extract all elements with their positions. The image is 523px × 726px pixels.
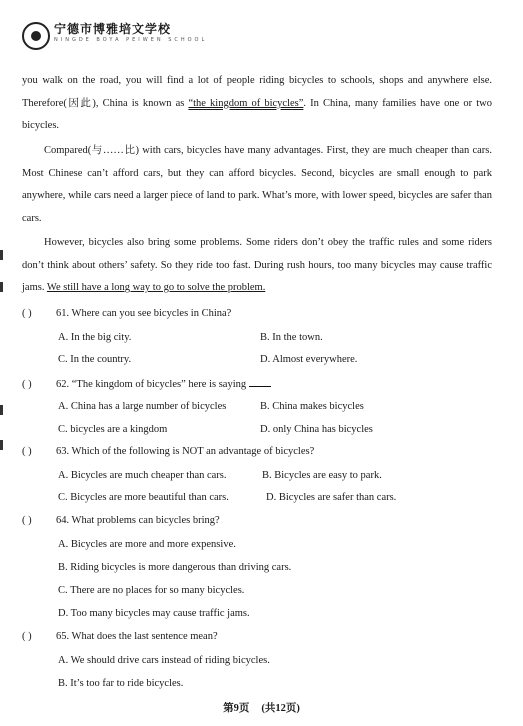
p1-kingdom-phrase: “the kingdom of bicycles” bbox=[188, 97, 304, 109]
option-a[interactable]: A. Bicycles are more and more expensive. bbox=[58, 539, 236, 550]
page-total: (共12页) bbox=[261, 703, 300, 714]
option-c[interactable]: C. There are no places for so many bicycles. bbox=[58, 585, 245, 596]
answer-blank[interactable]: ( ) bbox=[22, 446, 32, 457]
option-b[interactable]: B. Bicycles are easy to park. bbox=[262, 470, 382, 481]
binding-mark bbox=[0, 282, 3, 292]
option-a[interactable]: A. Bicycles are much cheaper than cars. bbox=[58, 470, 227, 481]
question-text: 65. What does the last sentence mean? bbox=[56, 631, 218, 642]
question-text: 63. Which of the following is NOT an advantage of bicycles? bbox=[56, 446, 315, 457]
option-d[interactable]: D. Almost everywhere. bbox=[260, 354, 358, 365]
school-logo-icon bbox=[22, 22, 50, 50]
binding-mark bbox=[0, 405, 3, 415]
passage-paragraph-3 bbox=[22, 232, 492, 300]
question-61 bbox=[22, 307, 502, 321]
passage-paragraph-1 bbox=[22, 70, 492, 138]
question-63 bbox=[22, 445, 502, 459]
page-number: 第9页 bbox=[223, 703, 250, 714]
question-text: 62. “The kingdom of bicycles” here is saying bbox=[56, 379, 247, 390]
question-text: 61. Where can you see bicycles in China? bbox=[56, 308, 232, 319]
question-65 bbox=[22, 630, 502, 644]
answer-blank[interactable]: ( ) bbox=[22, 515, 32, 526]
question-64 bbox=[22, 514, 502, 528]
option-c[interactable]: C. bicycles are a kingdom bbox=[58, 424, 168, 435]
answer-blank[interactable]: ( ) bbox=[22, 379, 32, 390]
option-a[interactable]: A. In the big city. bbox=[58, 332, 132, 343]
binding-mark bbox=[0, 440, 3, 450]
option-d[interactable]: D. only China has bicycles bbox=[260, 424, 373, 435]
binding-mark bbox=[0, 250, 3, 260]
option-d[interactable]: D. Too many bicycles may cause traffic jams. bbox=[58, 608, 250, 619]
option-d[interactable]: D. Bicycles are safer than cars. bbox=[266, 492, 397, 503]
school-name: 宁德市博雅培文学校 bbox=[54, 22, 172, 36]
option-c[interactable]: C. In the country. bbox=[58, 354, 132, 365]
school-title-block bbox=[54, 22, 207, 44]
question-text: 64. What problems can bicycles bring? bbox=[56, 515, 220, 526]
passage-paragraph-2: Compared(与……比) with cars, bicycles have many advantages. First, they are much cheaper than cars. Most Chinese can’t afford cars, but they can afford bicycles. Second, bicycles are small enough to park anywhere, while cars need a larger piece of land to park. What’s more, with lower speed, bicycles are safer than cars. bbox=[22, 145, 492, 224]
school-header bbox=[22, 22, 207, 54]
page-footer bbox=[0, 700, 523, 715]
p3-underlined-sentence: We still have a long way to go to solve the problem. bbox=[46, 282, 266, 293]
option-b[interactable]: B. Riding bicycles is more dangerous than driving cars. bbox=[58, 562, 292, 573]
option-a[interactable]: A. We should drive cars instead of riding bicycles. bbox=[58, 655, 270, 666]
fill-blank bbox=[249, 376, 271, 387]
answer-blank[interactable]: ( ) bbox=[22, 308, 32, 319]
p1-text-b: . In China, many families have one or two bicycles. bbox=[22, 97, 492, 131]
school-name-english: NINGDE BOYA PEIWEN SCHOOL bbox=[54, 37, 208, 43]
option-b[interactable]: B. It’s too far to ride bicycles. bbox=[58, 678, 184, 689]
p3-text: However, bicycles also bring some problems. Some riders don’t obey the traffic rules and some riders don’t think about others’ safety. So they ride too fast. During rush hours, too many bicycles may cause traffic jams. bbox=[22, 237, 492, 293]
option-b[interactable]: B. In the town. bbox=[260, 332, 323, 343]
question-62 bbox=[22, 376, 502, 392]
answer-blank[interactable]: ( ) bbox=[22, 631, 32, 642]
option-a[interactable]: A. China has a large number of bicycles bbox=[58, 401, 227, 412]
option-b[interactable]: B. China makes bicycles bbox=[260, 401, 364, 412]
option-c[interactable]: C. Bicycles are more beautiful than cars. bbox=[58, 492, 229, 503]
p1-text-a: you walk on the road, you will find a lot of people riding bicycles to schools, shops and anywhere else. Therefore(因此), China is known as bbox=[22, 75, 492, 109]
